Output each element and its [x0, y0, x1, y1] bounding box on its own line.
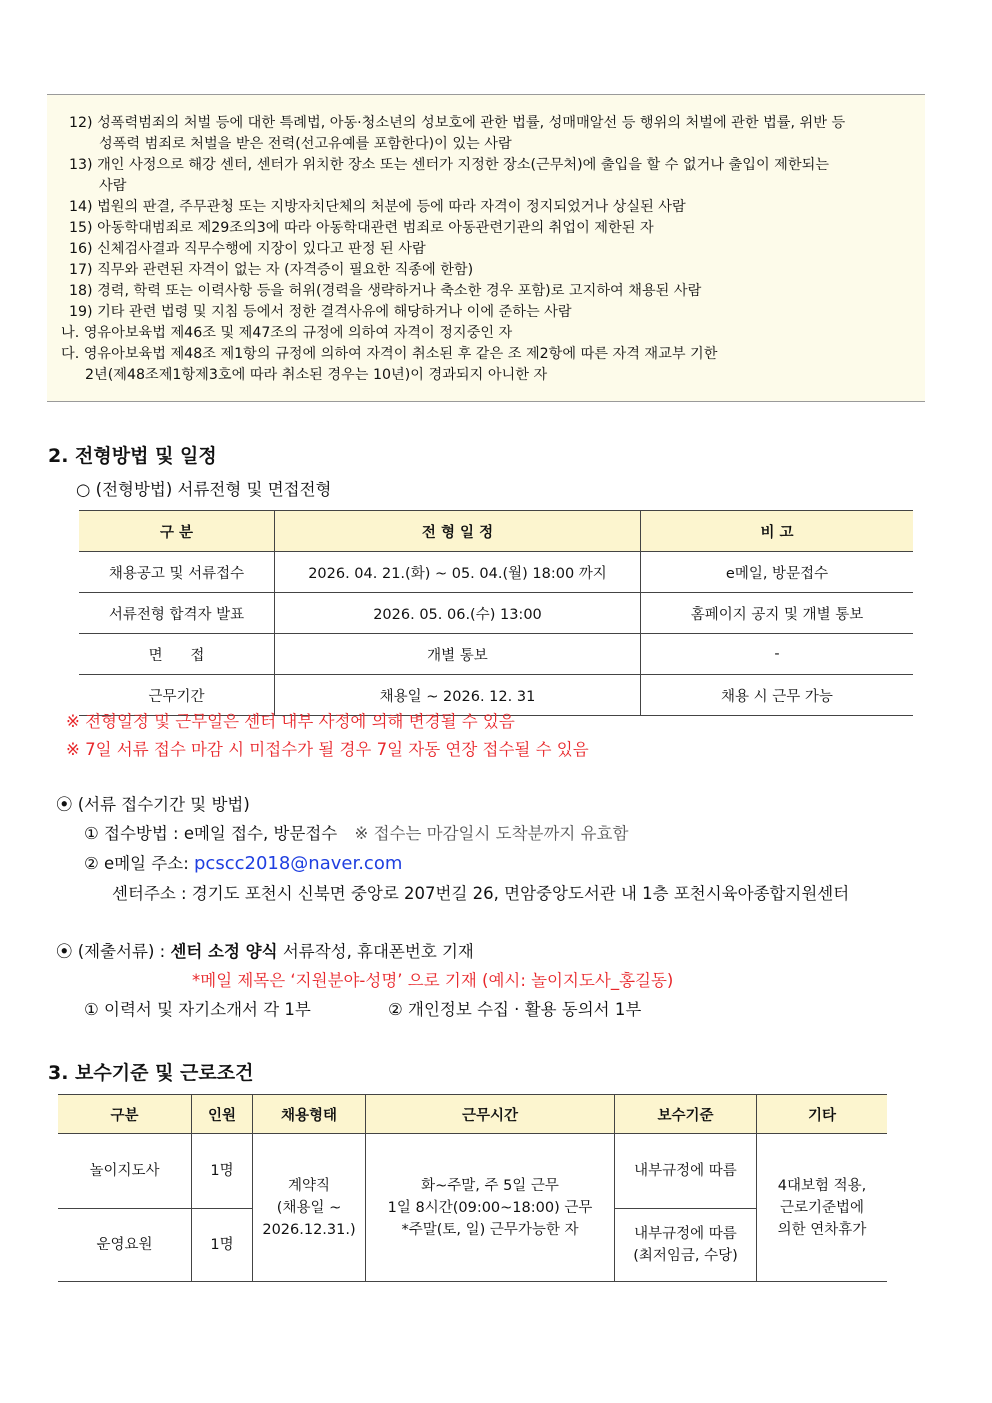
docs-bold: 센터 소정 양식 — [170, 942, 278, 961]
apply-method-text: ① 접수방법 : e메일 접수, 방문접수 — [84, 824, 338, 843]
col-header: 기타 — [757, 1095, 888, 1134]
hours-line: 1일 8시간(09:00~18:00) 근무 — [387, 1199, 593, 1216]
cell: 홈페이지 공지 및 개별 통보 — [641, 593, 914, 634]
disq-line: 나. 영유아보육법 제46조 및 제47조의 규정에 의하여 자격이 정지중인 자 — [61, 325, 513, 341]
col-header: 비 고 — [641, 511, 914, 552]
section2-title: 2. 전형방법 및 일정 — [48, 445, 217, 467]
section3-title: 3. 보수기준 및 근로조건 — [48, 1062, 254, 1084]
col-header: 전 형 일 정 — [275, 511, 641, 552]
schedule-note: ※ 전형일정 및 근무일은 센터 내부 사정에 의해 변경될 수 있음 — [66, 712, 515, 731]
disq-line: 2년(제48조제1항제3호에 따라 취소된 경우는 10년)이 경과되지 아니한 자 — [85, 367, 548, 383]
cell: 1명 — [192, 1134, 253, 1209]
docs-suffix: 서류작성, 휴대폰번호 기재 — [282, 942, 474, 961]
cell-pay — [615, 1209, 757, 1282]
table-row — [79, 552, 913, 593]
col-header: 인원 — [192, 1095, 253, 1134]
address-line: 센터주소 : 경기도 포천시 신북면 중앙로 207번길 26, 면암중앙도서관 내 1층 포천시육아종합지원센터 — [112, 884, 850, 903]
disq-line: 19) 기타 관련 법령 및 지침 등에서 정한 결격사유에 해당하거나 이에 준하는 사람 — [69, 304, 572, 320]
disq-line: 14) 법원의 판결, 주무관청 또는 지방자치단체의 처분에 등에 따라 자격이 정지되었거나 상실된 사람 — [69, 199, 686, 215]
conditions-table — [58, 1094, 887, 1282]
table-header-row — [79, 511, 913, 552]
cell: 면 접 — [79, 634, 275, 675]
cell: 운영요원 — [58, 1209, 192, 1282]
table-row — [79, 675, 913, 716]
docs-note: *메일 제목은 ‘지원분야-성명’ 으로 기재 (예시: 놀이지도사_홍길동) — [192, 971, 674, 990]
col-header: 구 분 — [79, 511, 275, 552]
disqualification-box — [47, 94, 925, 402]
cell: 내부규정에 따름 — [615, 1134, 757, 1209]
table-row — [79, 593, 913, 634]
docs-line — [56, 941, 474, 963]
disq-line: 16) 신체검사결과 직무수행에 지장이 있다고 판정 된 사람 — [69, 241, 426, 257]
disq-line: 사람 — [99, 178, 127, 194]
hours-line: 화~주말, 주 5일 근무 — [421, 1177, 559, 1194]
hours-line: *주말(토, 일) 근무가능한 자 — [401, 1221, 579, 1238]
pay-line: (최저임금, 수당) — [633, 1248, 738, 1264]
etc-line: 의한 연차휴가 — [777, 1221, 867, 1238]
email-label: ② e메일 주소: — [84, 854, 189, 873]
schedule-table — [79, 510, 913, 716]
cell: - — [641, 634, 914, 675]
col-header: 채용형태 — [253, 1095, 366, 1134]
email-link[interactable]: pcscc2018@naver.com — [194, 853, 403, 874]
type-line: 2026.12.31.) — [262, 1221, 356, 1238]
disq-line: 다. 영유아보육법 제48조 제1항의 규정에 의하여 자격이 취소된 후 같은 조 제2항에 따른 자격 재교부 기한 — [61, 346, 718, 362]
cell: 서류전형 합격자 발표 — [79, 593, 275, 634]
docs-item: ① 이력서 및 자기소개서 각 1부 — [84, 1000, 311, 1019]
cell: 놀이지도사 — [58, 1134, 192, 1209]
cell: 1명 — [192, 1209, 253, 1282]
disq-line: 18) 경력, 학력 또는 이력사항 등을 허위(경력을 생략하거나 축소한 경우 포함)로 고지하여 채용된 사람 — [69, 283, 702, 299]
col-header: 근무시간 — [366, 1095, 615, 1134]
etc-line: 근로기준법에 — [779, 1199, 865, 1216]
type-line: (채용일 ~ — [276, 1199, 342, 1216]
cell: 개별 통보 — [275, 634, 641, 675]
type-line: 계약직 — [287, 1177, 331, 1194]
apply-title: ⦿ (서류 접수기간 및 방법) — [56, 795, 250, 814]
cell: 2026. 04. 21.(화) ~ 05. 04.(월) 18:00 까지 — [275, 552, 641, 593]
disq-line: 17) 직무와 관련된 자격이 없는 자 (자격증이 필요한 직종에 한함) — [69, 262, 474, 278]
disq-line: 13) 개인 사정으로 해강 센터, 센터가 위치한 장소 또는 센터가 지정한 장소(근무처)에 출입을 할 수 없거나 출입이 제한되는 — [69, 157, 829, 173]
etc-line: 4대보험 적용, — [777, 1177, 867, 1194]
col-header: 보수기준 — [615, 1095, 757, 1134]
col-header: 구분 — [58, 1095, 192, 1134]
table-header-row — [58, 1095, 887, 1134]
cell: 채용 시 근무 가능 — [641, 675, 914, 716]
disq-line: 15) 아동학대범죄로 제29조의3에 따라 아동학대관련 범죄로 아동관련기관의 취업이 제한된 자 — [69, 220, 654, 236]
cell: e메일, 방문접수 — [641, 552, 914, 593]
schedule-note: ※ 7일 서류 접수 마감 시 미접수가 될 경우 7일 자동 연장 접수될 수 있음 — [66, 740, 589, 759]
apply-method-note: ※ 접수는 마감일시 도착분까지 유효함 — [354, 824, 629, 843]
docs-item: ② 개인정보 수집 · 활용 동의서 1부 — [388, 1000, 642, 1019]
method-line: ○ (전형방법) 서류전형 및 면접전형 — [76, 480, 332, 499]
cell: 채용일 ~ 2026. 12. 31 — [275, 675, 641, 716]
disq-line: 성폭력 범죄로 처벌을 받은 전력(선고유예를 포함한다)이 있는 사람 — [99, 136, 512, 152]
email-line — [84, 853, 402, 875]
cell-hours — [366, 1134, 615, 1282]
table-row — [58, 1134, 887, 1209]
cell-etc — [757, 1134, 888, 1282]
cell: 2026. 05. 06.(수) 13:00 — [275, 593, 641, 634]
cell-type — [253, 1134, 366, 1282]
table-row — [79, 634, 913, 675]
docs-prefix: ⦿ (제출서류) : — [56, 942, 166, 961]
pay-line: 내부규정에 따름 — [634, 1226, 737, 1242]
cell: 근무기간 — [79, 675, 275, 716]
apply-method — [84, 823, 628, 845]
cell: 채용공고 및 서류접수 — [79, 552, 275, 593]
disq-line: 12) 성폭력범죄의 처벌 등에 대한 특례법, 아동·청소년의 성보호에 관한 법률, 성매매알선 등 행위의 처벌에 관한 법률, 위반 등 — [69, 115, 846, 131]
